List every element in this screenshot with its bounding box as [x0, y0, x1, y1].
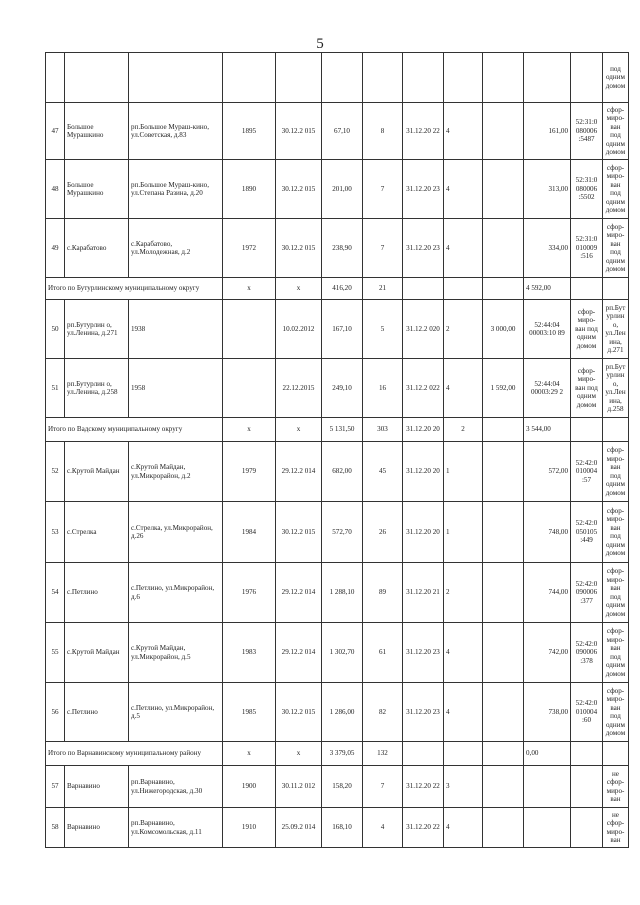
count-cell: 7 — [363, 160, 403, 219]
deadline-cell — [403, 742, 444, 766]
land-area-cell: 334,00 — [524, 219, 571, 278]
row-number-cell: 53 — [46, 502, 65, 563]
table-row — [46, 442, 629, 502]
total-label: Итого по Вадскому муниципальному округу — [46, 418, 223, 442]
cadastral-cell: 52:31:0 080006 :5502 — [571, 160, 603, 219]
area-cell: 249,10 — [322, 359, 363, 418]
cadastral-cell — [571, 278, 603, 300]
land-area-cell: 313,00 — [524, 160, 571, 219]
count-cell: 5 — [363, 300, 403, 359]
address-cell: с.Крутой Майдан, ул.Микрорайон, д.5 — [129, 623, 223, 683]
stage-cell: 4 — [444, 160, 483, 219]
note-cell: сфор-миро-ван под одним домом — [603, 563, 629, 623]
table-body — [46, 53, 629, 848]
deadline-cell — [403, 278, 444, 300]
row-number-cell: 57 — [46, 766, 65, 808]
row-number-cell — [46, 53, 65, 103]
address-cell: рп.Большое Мураш-кино, ул.Степана Разина, д.20 — [129, 160, 223, 219]
note-cell: сфор-миро-ван под одним домом — [603, 160, 629, 219]
stage-cell: 1 — [444, 442, 483, 502]
amount-cell — [483, 442, 524, 502]
cadastral-cell — [571, 742, 603, 766]
deadline-cell: 31.12.20 22 — [403, 808, 444, 848]
amount-cell — [483, 103, 524, 160]
address-cell: рп.Варнавино, ул.Нижегородская, д.30 — [129, 766, 223, 808]
settlement-cell: Варнавино — [65, 808, 129, 848]
count-cell: 7 — [363, 219, 403, 278]
deadline-cell: 31.12.2 020 — [403, 300, 444, 359]
row-number-cell: 52 — [46, 442, 65, 502]
date-cell: х — [276, 278, 322, 300]
amount-cell — [483, 808, 524, 848]
date-cell: 30.12.2 015 — [276, 683, 322, 742]
table-row — [46, 683, 629, 742]
year-cell — [223, 359, 276, 418]
total-row — [46, 278, 629, 300]
year-cell: 1984 — [223, 502, 276, 563]
note-cell: под одним домом — [603, 53, 629, 103]
count-cell: 82 — [363, 683, 403, 742]
count-cell: 61 — [363, 623, 403, 683]
row-number-cell: 56 — [46, 683, 65, 742]
cadastral-cell: 52:42:0 090006 :377 — [571, 563, 603, 623]
deadline-cell: 31.12.20 22 — [403, 766, 444, 808]
area-cell: 168,10 — [322, 808, 363, 848]
year-cell: 1900 — [223, 766, 276, 808]
deadline-cell: 31.12.20 21 — [403, 563, 444, 623]
year-cell: 1983 — [223, 623, 276, 683]
land-area-cell: 1 592,00 — [483, 359, 524, 418]
year-cell: 1976 — [223, 563, 276, 623]
extra-address-cell: рп.Бут урлин о, ул.Лен ина, д.271 — [603, 300, 629, 359]
date-cell: х — [276, 418, 322, 442]
count-cell: 8 — [363, 103, 403, 160]
total-label: Итого по Варнавинскому муниципальному району — [46, 742, 223, 766]
area-cell: 572,70 — [322, 502, 363, 563]
note-cell: сфор-миро-ван под одним домом — [603, 623, 629, 683]
table-row — [46, 502, 629, 563]
stage-cell — [444, 53, 483, 103]
deadline-cell: 31.12.20 23 — [403, 160, 444, 219]
note-cell: сфор-миро-ван под одним домом — [603, 219, 629, 278]
land-area-cell — [524, 53, 571, 103]
total-row — [46, 418, 629, 442]
deadline-cell: 31.12.20 23 — [403, 623, 444, 683]
date-cell: 10.02.2012 — [276, 300, 322, 359]
amount-cell — [483, 766, 524, 808]
count-cell: 89 — [363, 563, 403, 623]
cadastral-cell: 52:31:0 080006 :5487 — [571, 103, 603, 160]
land-area-cell — [524, 808, 571, 848]
amount-cell — [483, 563, 524, 623]
note-cell: сфор-миро-ван под одним домом — [603, 103, 629, 160]
land-area-cell: 3 000,00 — [483, 300, 524, 359]
cadastral-cell: 52:42:0 050105 :449 — [571, 502, 603, 563]
area-cell: 3 379,05 — [322, 742, 363, 766]
amount-cell — [483, 418, 524, 442]
note-cell: сфор-миро-ван под одним домом — [571, 359, 603, 418]
date-cell: 29.12.2 014 — [276, 623, 322, 683]
year-cell: 1910 — [223, 808, 276, 848]
stage-cell — [444, 742, 483, 766]
row-number-cell: 48 — [46, 160, 65, 219]
land-area-cell: 161,00 — [524, 103, 571, 160]
row-number-cell: 50 — [46, 300, 65, 359]
note-cell — [603, 418, 629, 442]
area-cell: 167,10 — [322, 300, 363, 359]
table-row — [46, 563, 629, 623]
land-area-cell: 748,00 — [524, 502, 571, 563]
address-cell: 1958 — [129, 359, 223, 418]
settlement-cell: с.Петлино — [65, 683, 129, 742]
date-cell: 30.12.2 015 — [276, 502, 322, 563]
year-cell — [223, 300, 276, 359]
settlement-cell: Большое Мурашкино — [65, 103, 129, 160]
count-cell: 16 — [363, 359, 403, 418]
date-cell: 30.12.2 015 — [276, 103, 322, 160]
deadline-cell: 31.12.20 20 — [403, 442, 444, 502]
settlement-cell: Варнавино — [65, 766, 129, 808]
note-cell: сфор-миро-ван под одним домом — [603, 683, 629, 742]
row-number-cell: 58 — [46, 808, 65, 848]
settlement-cell: с.Крутой Майдан — [65, 442, 129, 502]
count-cell — [363, 53, 403, 103]
year-cell: х — [223, 742, 276, 766]
date-cell: 30.11.2 012 — [276, 766, 322, 808]
year-cell — [223, 53, 276, 103]
note-cell: сфор-миро-ван под одним домом — [603, 442, 629, 502]
area-cell — [322, 53, 363, 103]
table-row — [46, 808, 629, 848]
note-cell — [603, 742, 629, 766]
area-cell: 201,00 — [322, 160, 363, 219]
year-cell: х — [223, 278, 276, 300]
stage-cell: 2 — [444, 300, 483, 359]
land-area-cell: 3 544,00 — [524, 418, 571, 442]
stage-cell: 4 — [444, 219, 483, 278]
deadline-cell: 31.12.20 22 — [403, 103, 444, 160]
count-cell: 132 — [363, 742, 403, 766]
area-cell: 67,10 — [322, 103, 363, 160]
total-row — [46, 742, 629, 766]
year-cell: 1890 — [223, 160, 276, 219]
count-cell: 45 — [363, 442, 403, 502]
year-cell: 1895 — [223, 103, 276, 160]
row-number-cell: 54 — [46, 563, 65, 623]
address-cell — [129, 53, 223, 103]
cadastral-cell: 52:42:0 010004 :60 — [571, 683, 603, 742]
stage-cell: 4 — [444, 623, 483, 683]
settlement-cell: рп.Бутурлин о, ул.Ленина, д.271 — [65, 300, 129, 359]
cadastral-cell: 52:44:04 00003:29 2 — [524, 359, 571, 418]
settlement-cell: с.Стрелка — [65, 502, 129, 563]
address-cell: с.Стрелка, ул.Микрорайон, д.26 — [129, 502, 223, 563]
amount-cell — [483, 278, 524, 300]
address-cell: с.Крутой Майдан, ул.Микрорайон, д.2 — [129, 442, 223, 502]
note-cell — [603, 278, 629, 300]
area-cell: 5 131,50 — [322, 418, 363, 442]
land-area-cell: 4 592,00 — [524, 278, 571, 300]
count-cell: 7 — [363, 766, 403, 808]
settlement-cell — [65, 53, 129, 103]
settlement-cell: Большое Мурашкино — [65, 160, 129, 219]
stage-cell: 1 — [444, 502, 483, 563]
count-cell: 303 — [363, 418, 403, 442]
area-cell: 1 288,10 — [322, 563, 363, 623]
deadline-cell: 31.12.2 022 — [403, 359, 444, 418]
settlement-cell: с.Карабатово — [65, 219, 129, 278]
cadastral-cell — [571, 53, 603, 103]
amount-cell — [483, 742, 524, 766]
address-cell: с.Петлино, ул.Микрорайон, д.6 — [129, 563, 223, 623]
land-area-cell: 738,00 — [524, 683, 571, 742]
area-cell: 158,20 — [322, 766, 363, 808]
note-cell: не сфор-миро-ван — [603, 808, 629, 848]
stage-cell: 3 — [444, 766, 483, 808]
date-cell: 30.12.2 015 — [276, 160, 322, 219]
year-cell: х — [223, 418, 276, 442]
amount-cell — [483, 53, 524, 103]
stage-cell: 4 — [444, 808, 483, 848]
table-row — [46, 623, 629, 683]
table-row — [46, 103, 629, 160]
date-cell: 30.12.2 015 — [276, 219, 322, 278]
table-row — [46, 160, 629, 219]
cadastral-cell: 52:42:0 010004 :57 — [571, 442, 603, 502]
count-cell: 21 — [363, 278, 403, 300]
land-area-cell: 572,00 — [524, 442, 571, 502]
area-cell: 416,20 — [322, 278, 363, 300]
deadline-cell: 31.12.20 20 — [403, 418, 444, 442]
date-cell — [276, 53, 322, 103]
amount-cell — [483, 502, 524, 563]
settlement-cell: с.Петлино — [65, 563, 129, 623]
extra-address-cell: рп.Бут урлин о, ул.Лен ина, д.258 — [603, 359, 629, 418]
area-cell: 238,90 — [322, 219, 363, 278]
cadastral-cell: 52:44:04 00003:10 89 — [524, 300, 571, 359]
table-row — [46, 359, 629, 418]
amount-cell — [483, 219, 524, 278]
settlement-cell: с.Крутой Майдан — [65, 623, 129, 683]
housing-table — [45, 52, 629, 848]
stage-cell: 4 — [444, 683, 483, 742]
stage-cell: 2 — [444, 418, 483, 442]
stage-cell: 4 — [444, 359, 483, 418]
stage-cell: 4 — [444, 103, 483, 160]
address-cell: с.Петлино, ул.Микрорайон, д.5 — [129, 683, 223, 742]
date-cell: 29.12.2 014 — [276, 563, 322, 623]
deadline-cell — [403, 53, 444, 103]
area-cell: 1 302,70 — [322, 623, 363, 683]
row-number-cell: 51 — [46, 359, 65, 418]
year-cell: 1979 — [223, 442, 276, 502]
year-cell: 1972 — [223, 219, 276, 278]
amount-cell — [483, 683, 524, 742]
note-cell: сфор-миро-ван под одним домом — [603, 502, 629, 563]
date-cell: 25.09.2 014 — [276, 808, 322, 848]
cadastral-cell — [571, 766, 603, 808]
note-cell: сфор-миро-ван под одним домом — [571, 300, 603, 359]
stage-cell: 2 — [444, 563, 483, 623]
row-number-cell: 55 — [46, 623, 65, 683]
row-number-cell: 49 — [46, 219, 65, 278]
address-cell: рп.Варнавино, ул.Комсомольская, д.11 — [129, 808, 223, 848]
total-label: Итого по Бутурлинскому муниципальному округу — [46, 278, 223, 300]
date-cell: х — [276, 742, 322, 766]
address-cell: с.Карабатово, ул.Молодежная, д.2 — [129, 219, 223, 278]
land-area-cell: 742,00 — [524, 623, 571, 683]
stage-cell — [444, 278, 483, 300]
land-area-cell: 0,00 — [524, 742, 571, 766]
land-area-cell — [524, 766, 571, 808]
area-cell: 682,00 — [322, 442, 363, 502]
page-number: 5 — [316, 36, 324, 52]
deadline-cell: 31.12.20 23 — [403, 219, 444, 278]
row-number-cell: 47 — [46, 103, 65, 160]
land-area-cell: 744,00 — [524, 563, 571, 623]
cadastral-cell: 52:31:0 010009 :516 — [571, 219, 603, 278]
table-row — [46, 300, 629, 359]
cadastral-cell — [571, 808, 603, 848]
address-cell: 1938 — [129, 300, 223, 359]
amount-cell — [483, 160, 524, 219]
deadline-cell: 31.12.20 23 — [403, 683, 444, 742]
table-row — [46, 53, 629, 103]
count-cell: 4 — [363, 808, 403, 848]
deadline-cell: 31.12.20 20 — [403, 502, 444, 563]
settlement-cell: рп.Бутурлин о, ул.Ленина, д.258 — [65, 359, 129, 418]
cadastral-cell — [571, 418, 603, 442]
note-cell: не сфор-миро-ван — [603, 766, 629, 808]
date-cell: 22.12.2015 — [276, 359, 322, 418]
table-row — [46, 219, 629, 278]
date-cell: 29.12.2 014 — [276, 442, 322, 502]
count-cell: 26 — [363, 502, 403, 563]
amount-cell — [483, 623, 524, 683]
cadastral-cell: 52:42:0 090006 :378 — [571, 623, 603, 683]
area-cell: 1 286,00 — [322, 683, 363, 742]
table-row — [46, 766, 629, 808]
year-cell: 1985 — [223, 683, 276, 742]
address-cell: рп.Большое Мураш-кино, ул.Советская, д.83 — [129, 103, 223, 160]
